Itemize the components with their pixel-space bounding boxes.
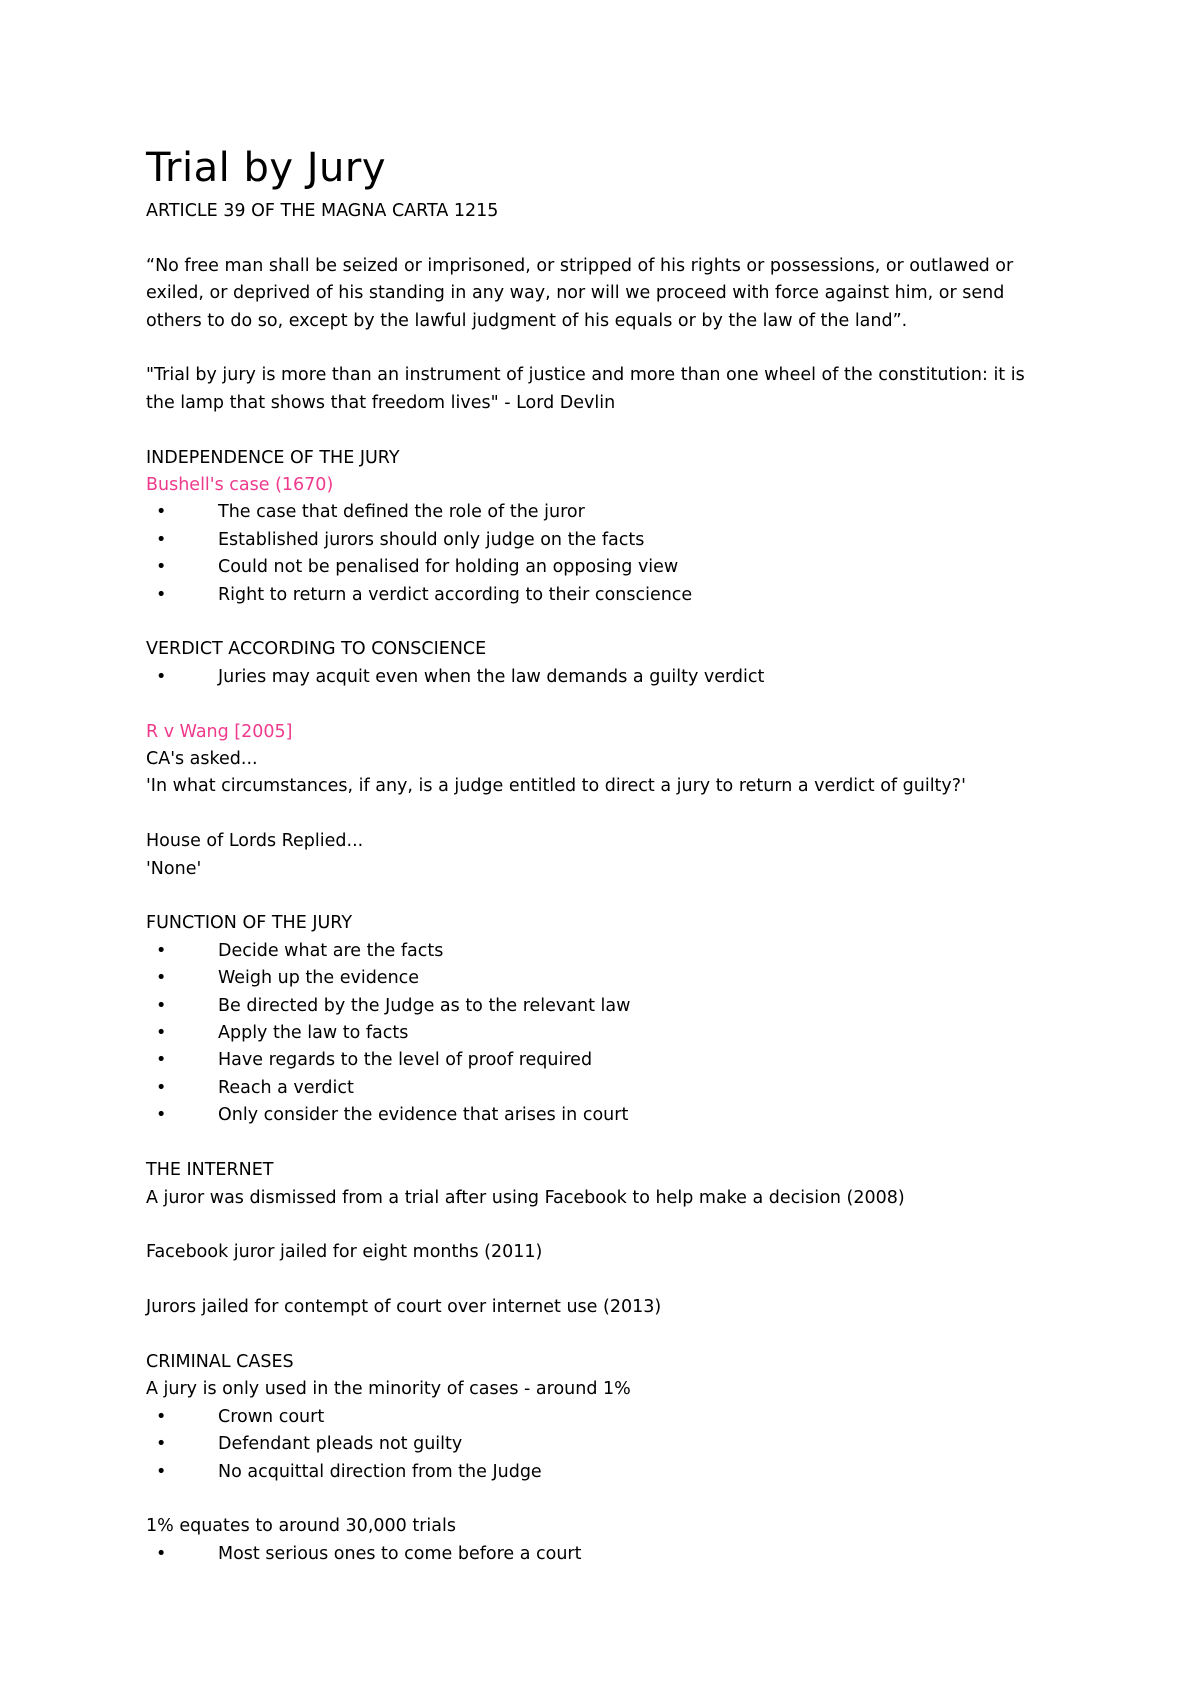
bullet-icon: • [156, 1461, 167, 1482]
document-page [146, 142, 1066, 1568]
wang-case-title: R v Wang [2005] [146, 721, 293, 742]
list-item-text: Have regards to the level of proof required [218, 1050, 593, 1071]
wang-asked: CA's asked... [146, 749, 258, 770]
independence-bullet-list [146, 499, 1066, 609]
devlin-quote-line: "Trial by jury is more than an instrument of justice and more than one wheel of the constitution: it is [146, 365, 1025, 386]
bullet-icon: • [156, 1023, 167, 1044]
internet-heading: THE INTERNET [146, 1160, 274, 1181]
list-item-text: Be directed by the Judge as to the relevant law [218, 995, 631, 1016]
devlin-quote-line: the lamp that shows that freedom lives" - Lord Devlin [146, 392, 616, 413]
list-item [146, 993, 1066, 1020]
list-item [146, 1459, 1066, 1486]
list-item-text: Weigh up the evidence [218, 968, 420, 989]
bullet-icon: • [156, 1543, 167, 1564]
list-item-text: Established jurors should only judge on the facts [218, 529, 645, 550]
criminal-heading: CRIMINAL CASES [146, 1351, 294, 1372]
list-item [146, 582, 1066, 609]
conscience-heading: VERDICT ACCORDING TO CONSCIENCE [146, 639, 487, 660]
bullet-icon: • [156, 1406, 167, 1427]
list-item-text: Reach a verdict [218, 1077, 354, 1098]
list-item-text: Decide what are the facts [218, 940, 444, 961]
bullet-icon: • [156, 529, 167, 550]
function-heading: FUNCTION OF THE JURY [146, 913, 353, 934]
criminal-intro: A jury is only used in the minority of cases - around 1% [146, 1379, 631, 1400]
bullet-icon: • [156, 968, 167, 989]
function-bullet-list [146, 938, 1066, 1130]
document-title: Trial by Jury [146, 145, 386, 191]
bullet-icon: • [156, 995, 167, 1016]
magna-carta-quote-line: others to do so, except by the lawful judgment of his equals or by the law of the land”. [146, 310, 908, 331]
list-item-text: Apply the law to facts [218, 1023, 409, 1044]
wang-replied: House of Lords Replied... [146, 831, 364, 852]
list-item-text: Juries may acquit even when the law demands a guilty verdict [218, 666, 765, 687]
list-item [146, 1075, 1066, 1102]
list-item [146, 1431, 1066, 1458]
article-heading: ARTICLE 39 OF THE MAGNA CARTA 1215 [146, 201, 499, 221]
list-item [146, 938, 1066, 965]
list-item [146, 1047, 1066, 1074]
magna-carta-quote-line: “No free man shall be seized or imprisoned, or stripped of his rights or possessions, or outlawed or [146, 255, 1014, 276]
list-item-text: Crown court [218, 1406, 325, 1427]
list-item [146, 664, 1066, 691]
internet-item: Facebook juror jailed for eight months (2011) [146, 1242, 543, 1263]
list-item-text: The case that defined the role of the juror [218, 502, 585, 523]
list-item [146, 499, 1066, 526]
trials-count: 1% equates to around 30,000 trials [146, 1516, 456, 1537]
list-item [146, 554, 1066, 581]
bullet-icon: • [156, 666, 167, 687]
bullet-icon: • [156, 1434, 167, 1455]
conscience-bullet-list [146, 664, 1066, 691]
bullet-icon: • [156, 502, 167, 523]
magna-carta-quote-line: exiled, or deprived of his standing in any way, nor will we proceed with force against him, or send [146, 283, 1005, 304]
trials-bullet-list [146, 1541, 1066, 1568]
list-item-text: Right to return a verdict according to their conscience [218, 584, 693, 605]
list-item-text: No acquittal direction from the Judge [218, 1461, 542, 1482]
bullet-icon: • [156, 940, 167, 961]
list-item [146, 965, 1066, 992]
list-item-text: Most serious ones to come before a court [218, 1543, 582, 1564]
independence-heading: INDEPENDENCE OF THE JURY [146, 447, 400, 468]
wang-question: 'In what circumstances, if any, is a judge entitled to direct a jury to return a verdict of guilty?' [146, 776, 966, 797]
bushell-case-title: Bushell's case (1670) [146, 475, 334, 496]
bullet-icon: • [156, 1077, 167, 1098]
list-item-text: Defendant pleads not guilty [218, 1434, 463, 1455]
list-item-text: Could not be penalised for holding an opposing view [218, 557, 679, 578]
criminal-bullet-list [146, 1404, 1066, 1486]
list-item [146, 527, 1066, 554]
list-item [146, 1541, 1066, 1568]
internet-item: A juror was dismissed from a trial after using Facebook to help make a decision (2008) [146, 1187, 905, 1208]
internet-item: Jurors jailed for contempt of court over internet use (2013) [146, 1297, 662, 1318]
bullet-icon: • [156, 557, 167, 578]
bullet-icon: • [156, 1050, 167, 1071]
list-item-text: Only consider the evidence that arises in court [218, 1105, 629, 1126]
list-item [146, 1404, 1066, 1431]
list-item [146, 1020, 1066, 1047]
wang-answer: 'None' [146, 858, 202, 879]
list-item [146, 1102, 1066, 1129]
bullet-icon: • [156, 584, 167, 605]
bullet-icon: • [156, 1105, 167, 1126]
